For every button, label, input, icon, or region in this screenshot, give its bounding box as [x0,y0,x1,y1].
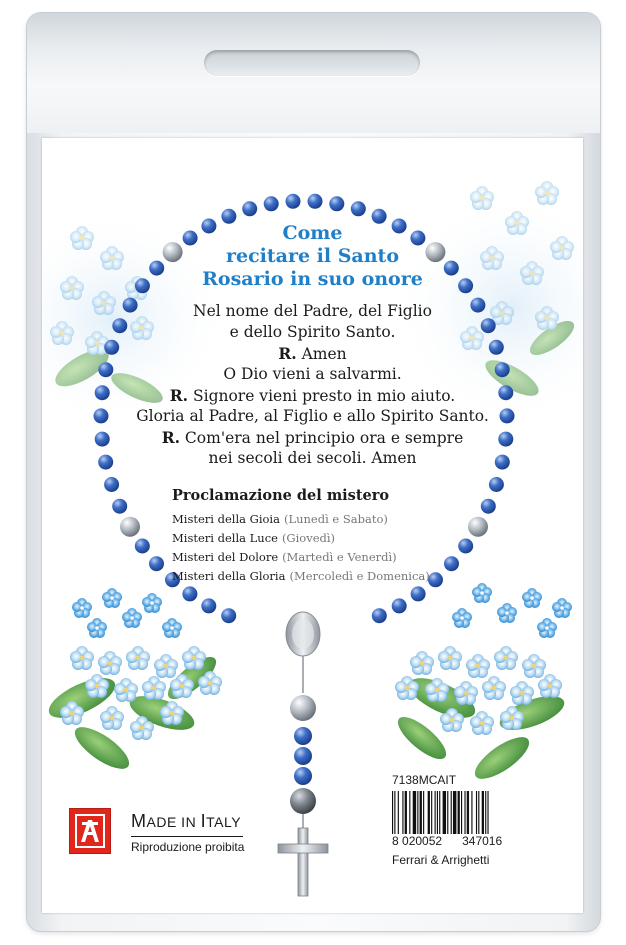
barcode-bar [435,791,436,837]
rosary-bead [286,194,301,209]
barcode-bar [464,791,465,837]
prayer-response-1 [42,343,583,365]
prayer-line-4: O Dio vieni a salvarmi. [223,365,402,383]
barcode-bar [482,791,484,837]
rosary-bead [149,556,164,571]
rosary-bead [351,201,366,216]
rosary-bead [112,499,127,514]
barcode-bar [409,791,410,837]
barcode-bar [478,791,479,837]
mystery-days: (Martedì e Venerdì) [282,550,397,564]
made-letter-m: M [131,811,147,831]
barcode-digits-left: 020052 [402,834,443,848]
mystery-item [172,550,397,564]
mystery-name: Misteri del Dolore [172,550,279,564]
made-text: ADE IN [146,814,201,830]
barcode-bar [471,791,472,837]
response-text: Signore vieni presto in mio aiuto. [188,387,456,405]
rosary-bead [444,556,459,571]
barcode-bar [420,791,422,837]
rosary-bead [489,477,504,492]
barcode-bar [431,791,432,837]
rosary-bead [329,196,344,211]
prayer-response-3 [42,427,583,449]
response-text: Amen [296,345,347,363]
response-text: Com'era nel principio ora e sempre [180,429,464,447]
response-label: R. [278,344,297,363]
prayer-response-2 [42,385,583,407]
mystery-item [172,569,430,583]
barcode-bar [461,791,462,837]
barcode-bar [437,791,438,837]
made-in-italy-label [131,811,241,832]
barcode-bar [447,791,448,837]
barcode-bar [413,791,416,837]
reproduction-notice: Riproduzione proibita [131,840,245,854]
barcode-bar [451,791,452,837]
rosary-bead-large [468,517,488,537]
rosary-bead [201,598,216,613]
company-name: Ferrari & Arrighetti [392,853,490,867]
barcode-digits [392,834,502,848]
mystery-days: (Giovedì) [281,531,336,545]
rosary-bead [182,586,197,601]
barcode-bar [398,791,399,837]
barcode-bar [428,791,430,837]
barcode-bar [467,791,469,837]
prayer-line-6: Gloria al Padre, al Figlio e allo Spirito Santo. [136,407,489,425]
rosary-bead [392,598,407,613]
rosary-bead-large [120,517,140,537]
barcode-bar [458,791,460,837]
rosary-bead [481,499,496,514]
product-code: 7138MCAIT [392,773,457,787]
response-label: R. [161,428,180,447]
logo-mark-icon [73,812,107,850]
mystery-name: Misteri della Gloria [172,569,286,583]
mystery-item [172,512,388,526]
rosary-bead [458,539,473,554]
hang-hole [204,50,420,76]
mystery-name: Misteri della Gioia [172,512,280,526]
barcode-bar [402,791,403,837]
rosary-bead [411,586,426,601]
mystery-item [172,531,335,545]
barcode-bar [423,791,424,837]
card-title-line-2: recitare il Santo [225,245,400,267]
mystery-name: Misteri della Luce [172,531,278,545]
rosary-bead [221,608,236,623]
card-title-line-3: Rosario in suo onore [202,268,423,290]
response-label: R. [169,386,189,405]
mystery-days: (Mercoledì e Domenica) [289,569,430,583]
barcode-bar [453,791,456,837]
prayer-line-1: Nel nome del Padre, del Figlio [193,302,432,320]
proclamation-title: Proclamazione del mistero [172,487,390,504]
barcode-bar [485,791,486,837]
rosary-bead [308,194,323,209]
barcode-bar [476,791,477,837]
rosary-bead [104,477,119,492]
made-text-taly: TALY [206,814,242,830]
crucifix-icon [278,828,328,896]
ferrari-arrighetti-logo [69,808,111,854]
rosary-bead [135,539,150,554]
card-title-line-1: Come [282,222,343,244]
barcode-bar [405,791,407,837]
prayer-line-8: nei secoli dei secoli. Amen [208,449,417,467]
rosary-bead [428,572,443,587]
made-letter-i: I [200,811,207,831]
rosary-bead [264,196,279,211]
barcode-bar [417,791,418,837]
mystery-days: (Lunedì e Sabato) [283,512,388,526]
rosary-bead [242,201,257,216]
barcode-digit-first: 8 [392,834,399,848]
rosary-bead [372,608,387,623]
rosary-pendant [278,612,328,896]
barcode-digits-right: 347016 [462,834,503,848]
divider-line [131,836,243,837]
prayer-line-2: e dello Spirito Santo. [229,323,396,341]
